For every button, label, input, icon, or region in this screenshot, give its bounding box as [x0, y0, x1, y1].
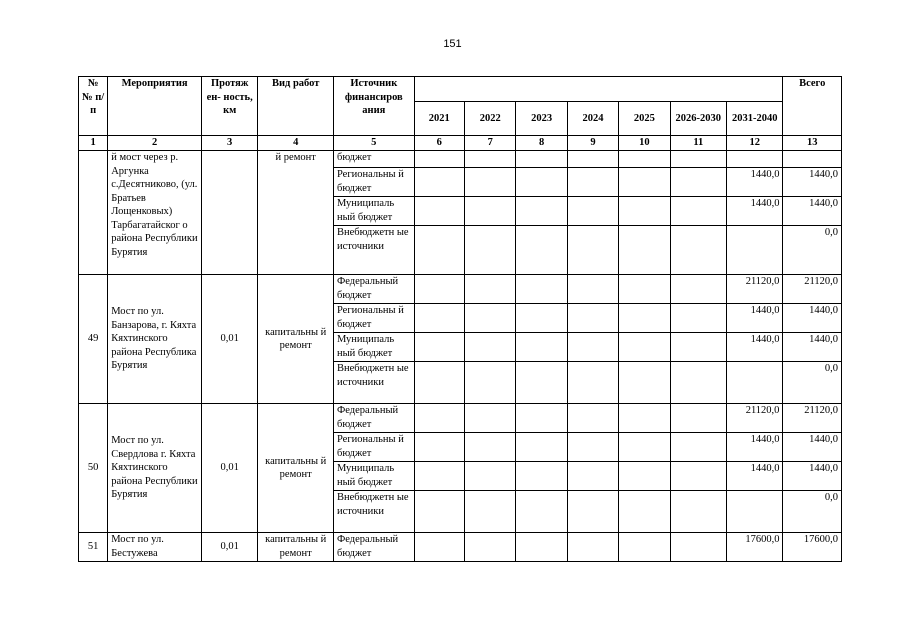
row-num: 50	[79, 404, 108, 533]
row-work: й ремонт	[258, 151, 334, 275]
header-length: Протяж ен- ность, км	[201, 77, 257, 136]
column-number: 7	[465, 136, 516, 151]
row-value-2031: 17600,0	[727, 533, 783, 562]
table-row	[79, 151, 842, 168]
column-number: 13	[783, 136, 842, 151]
row-work: капитальны й ремонт	[258, 404, 334, 533]
header-event: Мероприятия	[108, 77, 202, 136]
header-year: 2025	[619, 102, 670, 136]
row-total: 0,0	[783, 226, 842, 275]
row-total: 0,0	[783, 362, 842, 404]
row-num: 49	[79, 275, 108, 404]
row-value-2031	[727, 362, 783, 404]
row-length: 0,01	[201, 404, 257, 533]
row-source: Внебюджетн ые источники	[333, 226, 414, 275]
column-number: 4	[258, 136, 334, 151]
header-year: 2031-2040	[727, 102, 783, 136]
row-total	[783, 151, 842, 168]
header-years-span	[414, 77, 783, 102]
row-work: капитальны й ремонт	[258, 533, 334, 562]
row-source: Региональны й бюджет	[333, 168, 414, 197]
header-year: 2024	[567, 102, 618, 136]
column-number: 2	[108, 136, 202, 151]
header-num: № № п/п	[79, 77, 108, 136]
row-source: Региональны й бюджет	[333, 433, 414, 462]
row-total: 21120,0	[783, 404, 842, 433]
row-total: 1440,0	[783, 197, 842, 226]
column-number: 9	[567, 136, 618, 151]
row-event: й мост через р. Аргунка с.Десятниково, (ул. Братьев Лощенковых) Тарбагатайског о района Республики Бурятия	[108, 151, 202, 275]
row-total: 1440,0	[783, 462, 842, 491]
column-number: 1	[79, 136, 108, 151]
column-number: 5	[333, 136, 414, 151]
header-year: 2026-2030	[670, 102, 726, 136]
financing-table	[78, 76, 842, 562]
page-number: 151	[443, 38, 462, 50]
row-source: Федеральный бюджет	[333, 275, 414, 304]
column-number: 10	[619, 136, 670, 151]
header-year: 2023	[516, 102, 567, 136]
row-value-2031	[727, 151, 783, 168]
column-number: 3	[201, 136, 257, 151]
row-source: Муниципаль ный бюджет	[333, 197, 414, 226]
row-event: Мост по ул. Свердлова г. Кяхта Кяхтинского района Республики Бурятия	[108, 404, 202, 533]
row-value-2031	[727, 226, 783, 275]
row-total: 1440,0	[783, 304, 842, 333]
header-work: Вид работ	[258, 77, 334, 136]
column-number: 6	[414, 136, 464, 151]
row-value-2031: 1440,0	[727, 462, 783, 491]
row-value-2031: 1440,0	[727, 433, 783, 462]
column-number: 11	[670, 136, 726, 151]
row-value-2031: 1440,0	[727, 304, 783, 333]
row-value-2031: 1440,0	[727, 197, 783, 226]
row-length: 0,01	[201, 533, 257, 562]
row-total: 1440,0	[783, 333, 842, 362]
column-number-row	[79, 136, 842, 151]
row-source: Федеральный бюджет	[333, 404, 414, 433]
row-total: 0,0	[783, 491, 842, 533]
row-value-2031: 21120,0	[727, 404, 783, 433]
row-total: 1440,0	[783, 433, 842, 462]
row-work: капитальны й ремонт	[258, 275, 334, 404]
row-event: Мост по ул. Бестужева	[108, 533, 202, 562]
row-total: 17600,0	[783, 533, 842, 562]
row-source: Муниципаль ный бюджет	[333, 333, 414, 362]
row-value-2031: 1440,0	[727, 168, 783, 197]
row-length: 0,01	[201, 275, 257, 404]
row-num: 51	[79, 533, 108, 562]
table-row	[79, 533, 842, 562]
row-value-2031: 21120,0	[727, 275, 783, 304]
row-total: 21120,0	[783, 275, 842, 304]
header-total: Всего	[783, 77, 842, 136]
table-row	[79, 275, 842, 304]
row-source: Федеральный бюджет	[333, 533, 414, 562]
header-year: 2021	[414, 102, 464, 136]
row-source: бюджет	[333, 151, 414, 168]
row-source: Региональны й бюджет	[333, 304, 414, 333]
row-source: Муниципаль ный бюджет	[333, 462, 414, 491]
row-value-2031	[727, 491, 783, 533]
row-source: Внебюджетн ые источники	[333, 362, 414, 404]
header-year: 2022	[465, 102, 516, 136]
column-number: 8	[516, 136, 567, 151]
row-num	[79, 151, 108, 275]
header-source: Источник финансиров ания	[333, 77, 414, 136]
column-number: 12	[727, 136, 783, 151]
row-length	[201, 151, 257, 275]
table-row	[79, 404, 842, 433]
row-event: Мост по ул. Банзарова, г. Кяхта Кяхтинского района Республика Бурятия	[108, 275, 202, 404]
row-value-2031: 1440,0	[727, 333, 783, 362]
row-total: 1440,0	[783, 168, 842, 197]
row-source: Внебюджетн ые источники	[333, 491, 414, 533]
